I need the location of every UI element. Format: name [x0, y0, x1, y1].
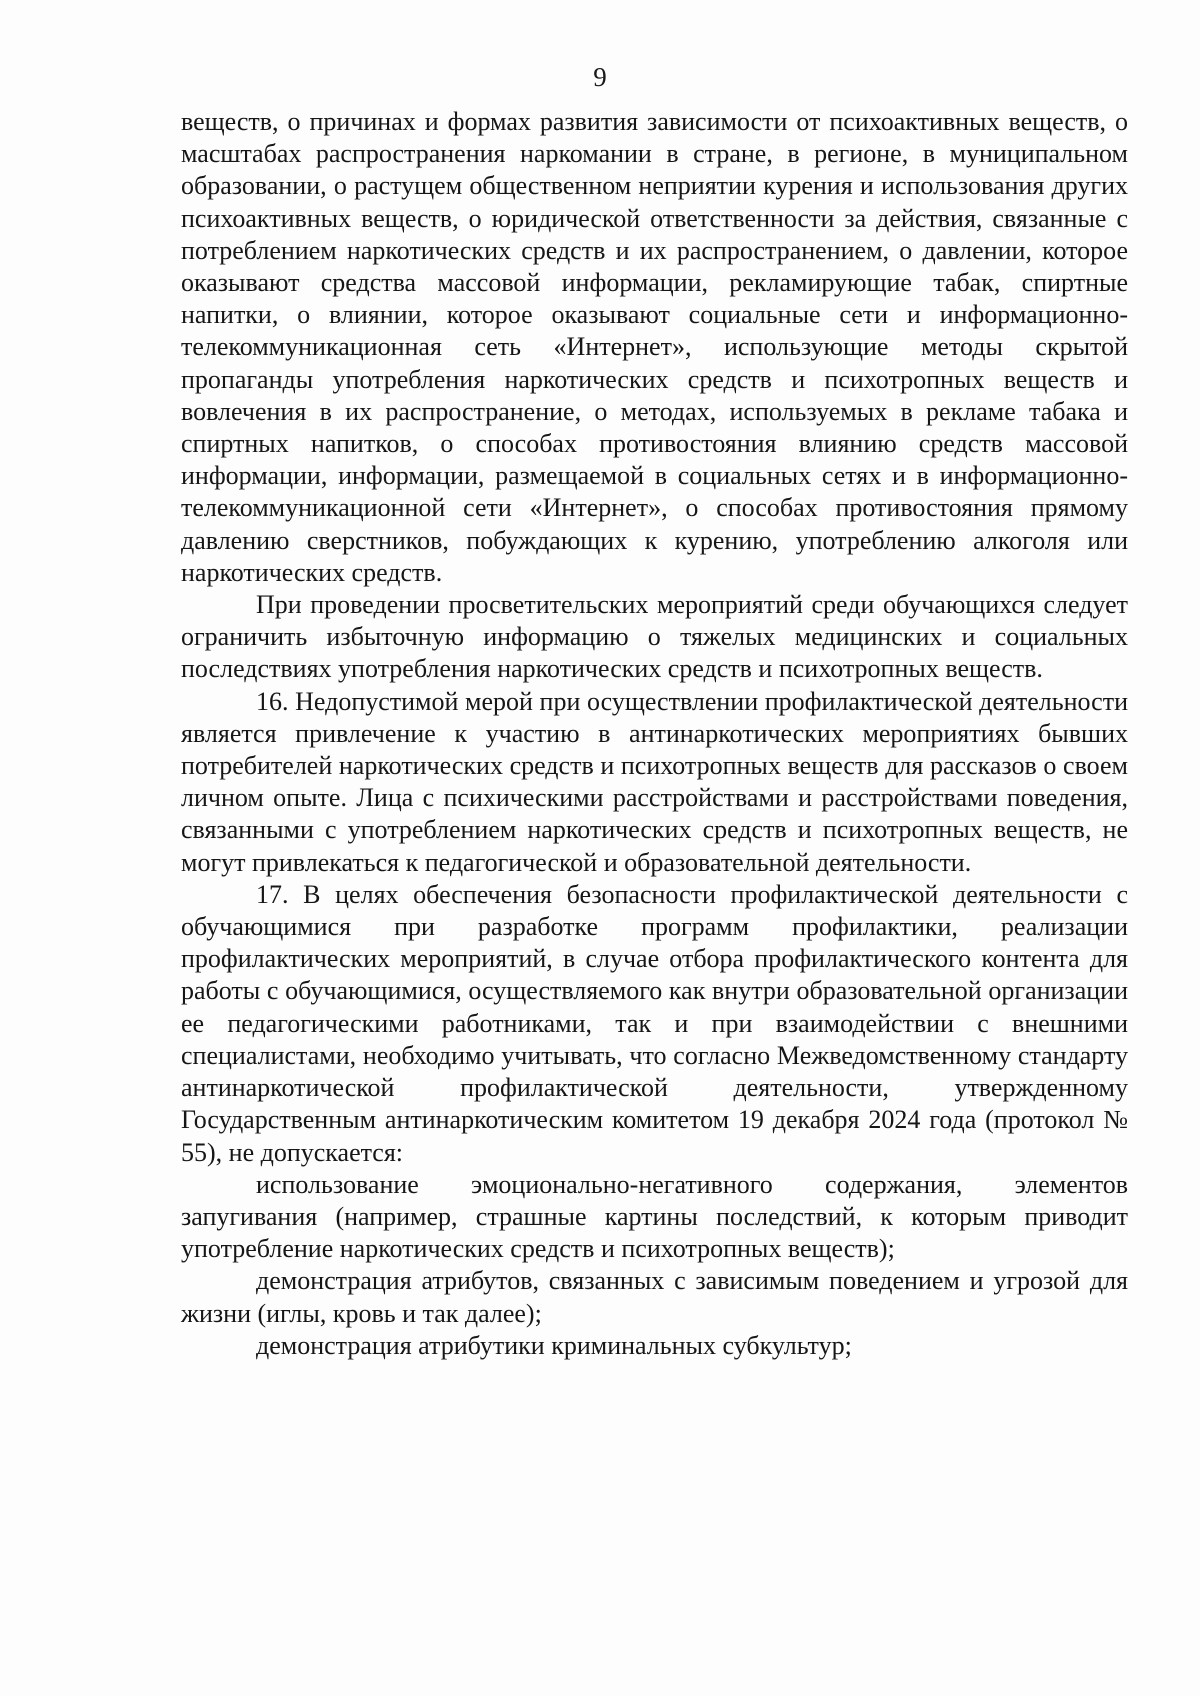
document-body [181, 106, 1128, 1362]
paragraph-item-16: 16. Недопустимой мерой при осуществлении профилактической деятельности является привлечение к участию в антинаркотических мероприятиях бывших потребителей наркотических средств и психотропных веществ для рассказов о своем личном опыте. Лица с психическими расстройствами и расстройствами поведения, связанными с употреблением наркотических средств и психотропных веществ, не могут привлекаться к педагогической и образовательной деятельности. [181, 686, 1128, 877]
page-number: 9 [593, 62, 607, 92]
list-item-criminal-subculture: демонстрация атрибутики криминальных субкультур; [256, 1330, 852, 1360]
list-item-negative-content: использование эмоционально-негативного содержания, элементов запугивания (например, страшные картины последствий, к которым приводит употребление наркотических средств и психотропных веществ); [181, 1169, 1128, 1264]
paragraph-educational-events: При проведении просветительских мероприятий среди обучающихся следует ограничить избыточную информацию о тяжелых медицинских и социальных последствиях употребления наркотических средств и психотропных веществ. [181, 590, 1128, 684]
list-item-dangerous-attributes: демонстрация атрибутов, связанных с зависимым поведением и угрозой для жизни (иглы, кровь и так далее); [181, 1266, 1128, 1328]
paragraph-continuation: веществ, о причинах и формах развития зависимости от психоактивных веществ, о масштабах распространения наркомании в стране, в регионе, в муниципальном образовании, о растущем общественном неприятии курения и использования других психоактивных веществ, о юридической ответственности за действия, связанные с потреблением наркотических средств и их распространением, о давлении, которое оказывают средства массовой информации, рекламирующие табак, спиртные напитки, о влиянии, которое оказывают социальные сети и информационно-телекоммуникационная сеть «Интернет», использующие методы скрытой пропаганды употребления наркотических средств и психотропных веществ и вовлечения в их распространение, о методах, используемых в рекламе табака и спиртных напитков, о способах противостояния влиянию средств массовой информации, информации, размещаемой в социальных сетях и в информационно-телекоммуникационной сети «Интернет», о способах противостояния прямому давлению сверстников, побуждающих к курению, употреблению алкоголя или наркотических средств. [181, 107, 1128, 587]
paragraph-item-17: 17. В целях обеспечения безопасности профилактической деятельности с обучающимися при разработке программ профилактики, реализации профилактических мероприятий, в случае отбора профилактического контента для работы с обучающимися, осуществляемого как внутри образовательной организации ее педагогическими работниками, так и при взаимодействии с внешними специалистами, необходимо учитывать, что согласно Межведомственному стандарту антинаркотической профилактической деятельности, утвержденному Государственным антинаркотическим комитетом 19 декабря 2024 года (протокол № 55), не допускается: [181, 879, 1128, 1167]
